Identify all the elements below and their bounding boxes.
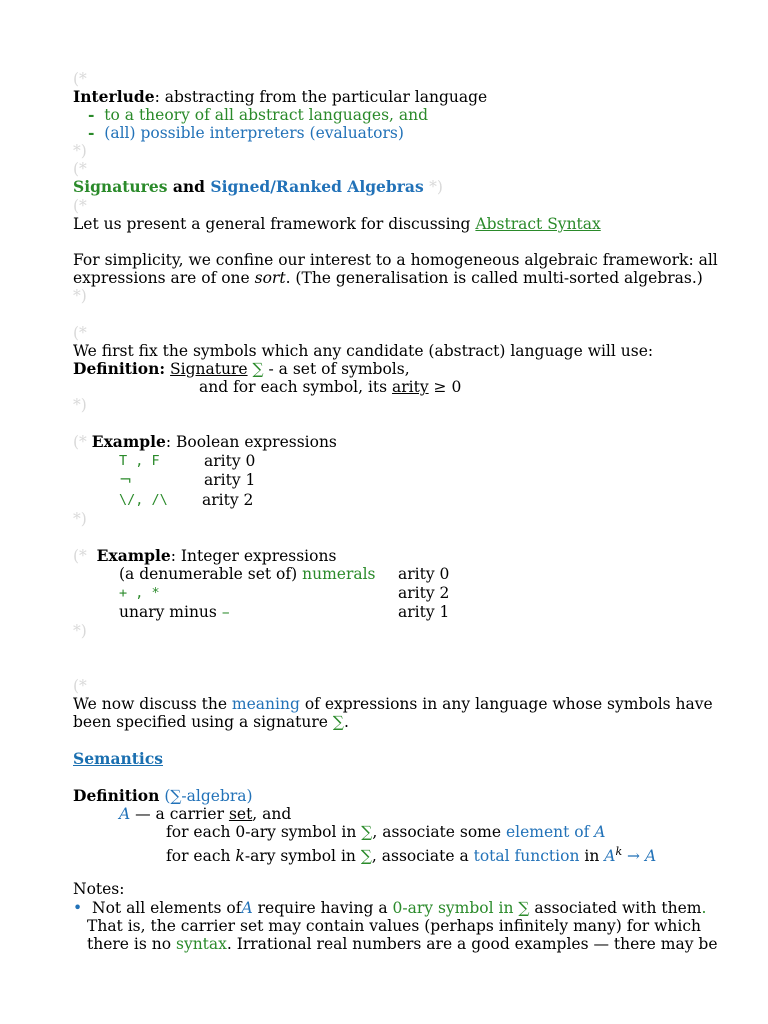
bool-arity: arity 1 bbox=[204, 471, 256, 489]
comment-close: *) bbox=[73, 510, 87, 528]
text: of expressions in any language whose symbols have bbox=[299, 695, 713, 713]
unary-minus-row bbox=[119, 603, 230, 621]
text: there is no bbox=[87, 935, 176, 953]
carrier-A: A bbox=[604, 847, 616, 866]
text: (a denumerable set of) bbox=[119, 565, 303, 583]
arity-line bbox=[199, 378, 461, 396]
text: require having a bbox=[252, 899, 393, 917]
text: : Integer expressions bbox=[170, 547, 337, 565]
int-arity: arity 1 bbox=[398, 603, 450, 621]
comment-open: (* bbox=[73, 547, 87, 565]
text: for each 0-ary symbol in bbox=[166, 823, 362, 841]
definition-label: Definition bbox=[73, 786, 160, 805]
comment-close: *) bbox=[429, 178, 443, 196]
sigma-algebra-definition bbox=[73, 787, 253, 805]
text: Not all elements of bbox=[92, 899, 242, 917]
text: for each bbox=[166, 847, 236, 866]
text: associated with them bbox=[529, 899, 702, 917]
dash-bullet: - bbox=[88, 105, 95, 124]
interlude-label: Interlude bbox=[73, 87, 155, 106]
sigma-symbol: ∑ bbox=[252, 360, 264, 378]
numerals-row bbox=[119, 565, 376, 583]
heading-and: and bbox=[167, 177, 211, 196]
text: . (The generalisation is called multi-sorted algebras.) bbox=[285, 269, 703, 287]
element-of-term: element of bbox=[505, 823, 595, 841]
fix-symbols-line: We first fix the symbols which any candidate (abstract) language will use: bbox=[73, 342, 654, 360]
note-line-1 bbox=[73, 899, 706, 917]
interlude-line bbox=[73, 88, 487, 106]
simplicity-line-1: For simplicity, we confine our interest to a homogeneous algebraic framework: all bbox=[73, 251, 718, 269]
integer-example-heading bbox=[73, 547, 336, 565]
meaning-line-1 bbox=[73, 695, 713, 713]
bool-symbol: \/, /\ bbox=[119, 492, 168, 508]
text: . Irrational real numbers are a good examples — there may be bbox=[226, 935, 718, 953]
comment-close: *) bbox=[73, 396, 87, 414]
note-line-3 bbox=[87, 935, 718, 953]
example-label: Example bbox=[91, 432, 166, 451]
interlude-text: : abstracting from the particular language bbox=[154, 88, 488, 106]
bool-symbol: ¬ bbox=[119, 471, 132, 489]
signature-term: Signature bbox=[170, 360, 248, 378]
heading-algebras: Signed/Ranked Algebras bbox=[210, 177, 424, 196]
bool-symbol: T , F bbox=[119, 453, 160, 469]
comment-close: *) bbox=[73, 142, 87, 160]
sigma-symbol: ∑ bbox=[361, 823, 373, 841]
sigma-symbol: ∑ bbox=[332, 713, 344, 731]
comment-close: *) bbox=[73, 622, 87, 640]
text: -ary symbol in bbox=[244, 847, 361, 866]
heading-signatures: Signatures bbox=[73, 177, 168, 196]
text: — a carrier bbox=[130, 805, 229, 823]
zero-ary-term: 0-ary symbol in bbox=[392, 899, 519, 917]
int-symbol: + , * bbox=[119, 585, 160, 601]
numerals-term: numerals bbox=[302, 565, 376, 583]
definition-label: Definition: bbox=[73, 359, 166, 378]
intro-line bbox=[73, 215, 601, 233]
text: and for each symbol, its bbox=[199, 378, 393, 396]
set-term: set bbox=[228, 805, 253, 823]
bool-arity: arity 2 bbox=[202, 491, 254, 509]
bullet-icon: • bbox=[73, 899, 83, 917]
k-ary-line bbox=[166, 843, 656, 865]
syntax-term: syntax bbox=[175, 935, 227, 953]
example-label: Example bbox=[96, 546, 171, 565]
total-function-term: total function bbox=[473, 847, 580, 866]
boolean-example-heading bbox=[73, 433, 337, 451]
text: . bbox=[343, 713, 349, 731]
text: We now discuss the bbox=[73, 695, 232, 713]
text: been specified using a signature bbox=[73, 713, 333, 731]
int-arity: arity 0 bbox=[398, 565, 450, 583]
text: : Boolean expressions bbox=[165, 433, 337, 451]
comment-close: *) bbox=[73, 287, 87, 305]
interlude-item-2 bbox=[88, 124, 404, 142]
abstract-syntax-link[interactable]: Abstract Syntax bbox=[475, 215, 601, 233]
text: - a set of symbols, bbox=[263, 360, 410, 378]
text: , and bbox=[252, 805, 292, 823]
text: in bbox=[579, 847, 605, 866]
interlude-item-1 bbox=[88, 106, 428, 124]
k-superscript: k bbox=[615, 845, 623, 858]
sigma-symbol: ∑ bbox=[518, 899, 530, 917]
k-var: k bbox=[235, 847, 245, 866]
carrier-A: A bbox=[119, 805, 131, 823]
comment-open: (* bbox=[73, 324, 87, 342]
comment-open: (* bbox=[73, 70, 87, 88]
simplicity-line-2 bbox=[73, 269, 703, 287]
text: expressions are of one bbox=[73, 269, 255, 287]
arrow-symbol: → bbox=[622, 847, 645, 866]
interlude-item-text: to a theory of all abstract languages, and bbox=[104, 106, 429, 124]
notes-label: Notes: bbox=[73, 880, 125, 898]
arity-term: arity bbox=[392, 378, 429, 396]
note-line-2: That is, the carrier set may contain values (perhaps infinitely many) for which bbox=[87, 917, 701, 935]
text: , associate some bbox=[372, 823, 506, 841]
comment-open: (* bbox=[73, 160, 87, 178]
semantics-heading-link[interactable]: Semantics bbox=[73, 749, 163, 768]
carrier-A: A bbox=[644, 847, 657, 866]
text: unary minus bbox=[119, 603, 222, 621]
period: . bbox=[701, 899, 707, 917]
comment-open: (* bbox=[73, 433, 87, 451]
interlude-item-text: (all) possible interpreters (evaluators) bbox=[104, 124, 404, 142]
dash-bullet: - bbox=[88, 123, 95, 142]
int-arity: arity 2 bbox=[398, 584, 450, 602]
meaning-term: meaning bbox=[231, 695, 300, 713]
sigma-algebra-term: (∑-algebra) bbox=[159, 787, 253, 805]
zero-ary-line bbox=[166, 823, 606, 841]
text: , associate a bbox=[371, 847, 474, 866]
carrier-A: A bbox=[594, 823, 606, 841]
text: ≥ 0 bbox=[428, 378, 462, 396]
intro-text: Let us present a general framework for discussing bbox=[73, 215, 476, 233]
signature-definition bbox=[73, 360, 410, 378]
bool-arity: arity 0 bbox=[204, 452, 256, 470]
sigma-symbol: ∑ bbox=[360, 847, 372, 866]
minus-symbol: – bbox=[221, 603, 230, 621]
meaning-line-2 bbox=[73, 713, 349, 731]
sort-word: sort bbox=[254, 269, 286, 287]
section-heading bbox=[73, 178, 443, 196]
comment-open: (* bbox=[73, 197, 87, 215]
carrier-line bbox=[119, 805, 291, 823]
comment-open: (* bbox=[73, 677, 87, 695]
carrier-A: A bbox=[241, 899, 253, 917]
